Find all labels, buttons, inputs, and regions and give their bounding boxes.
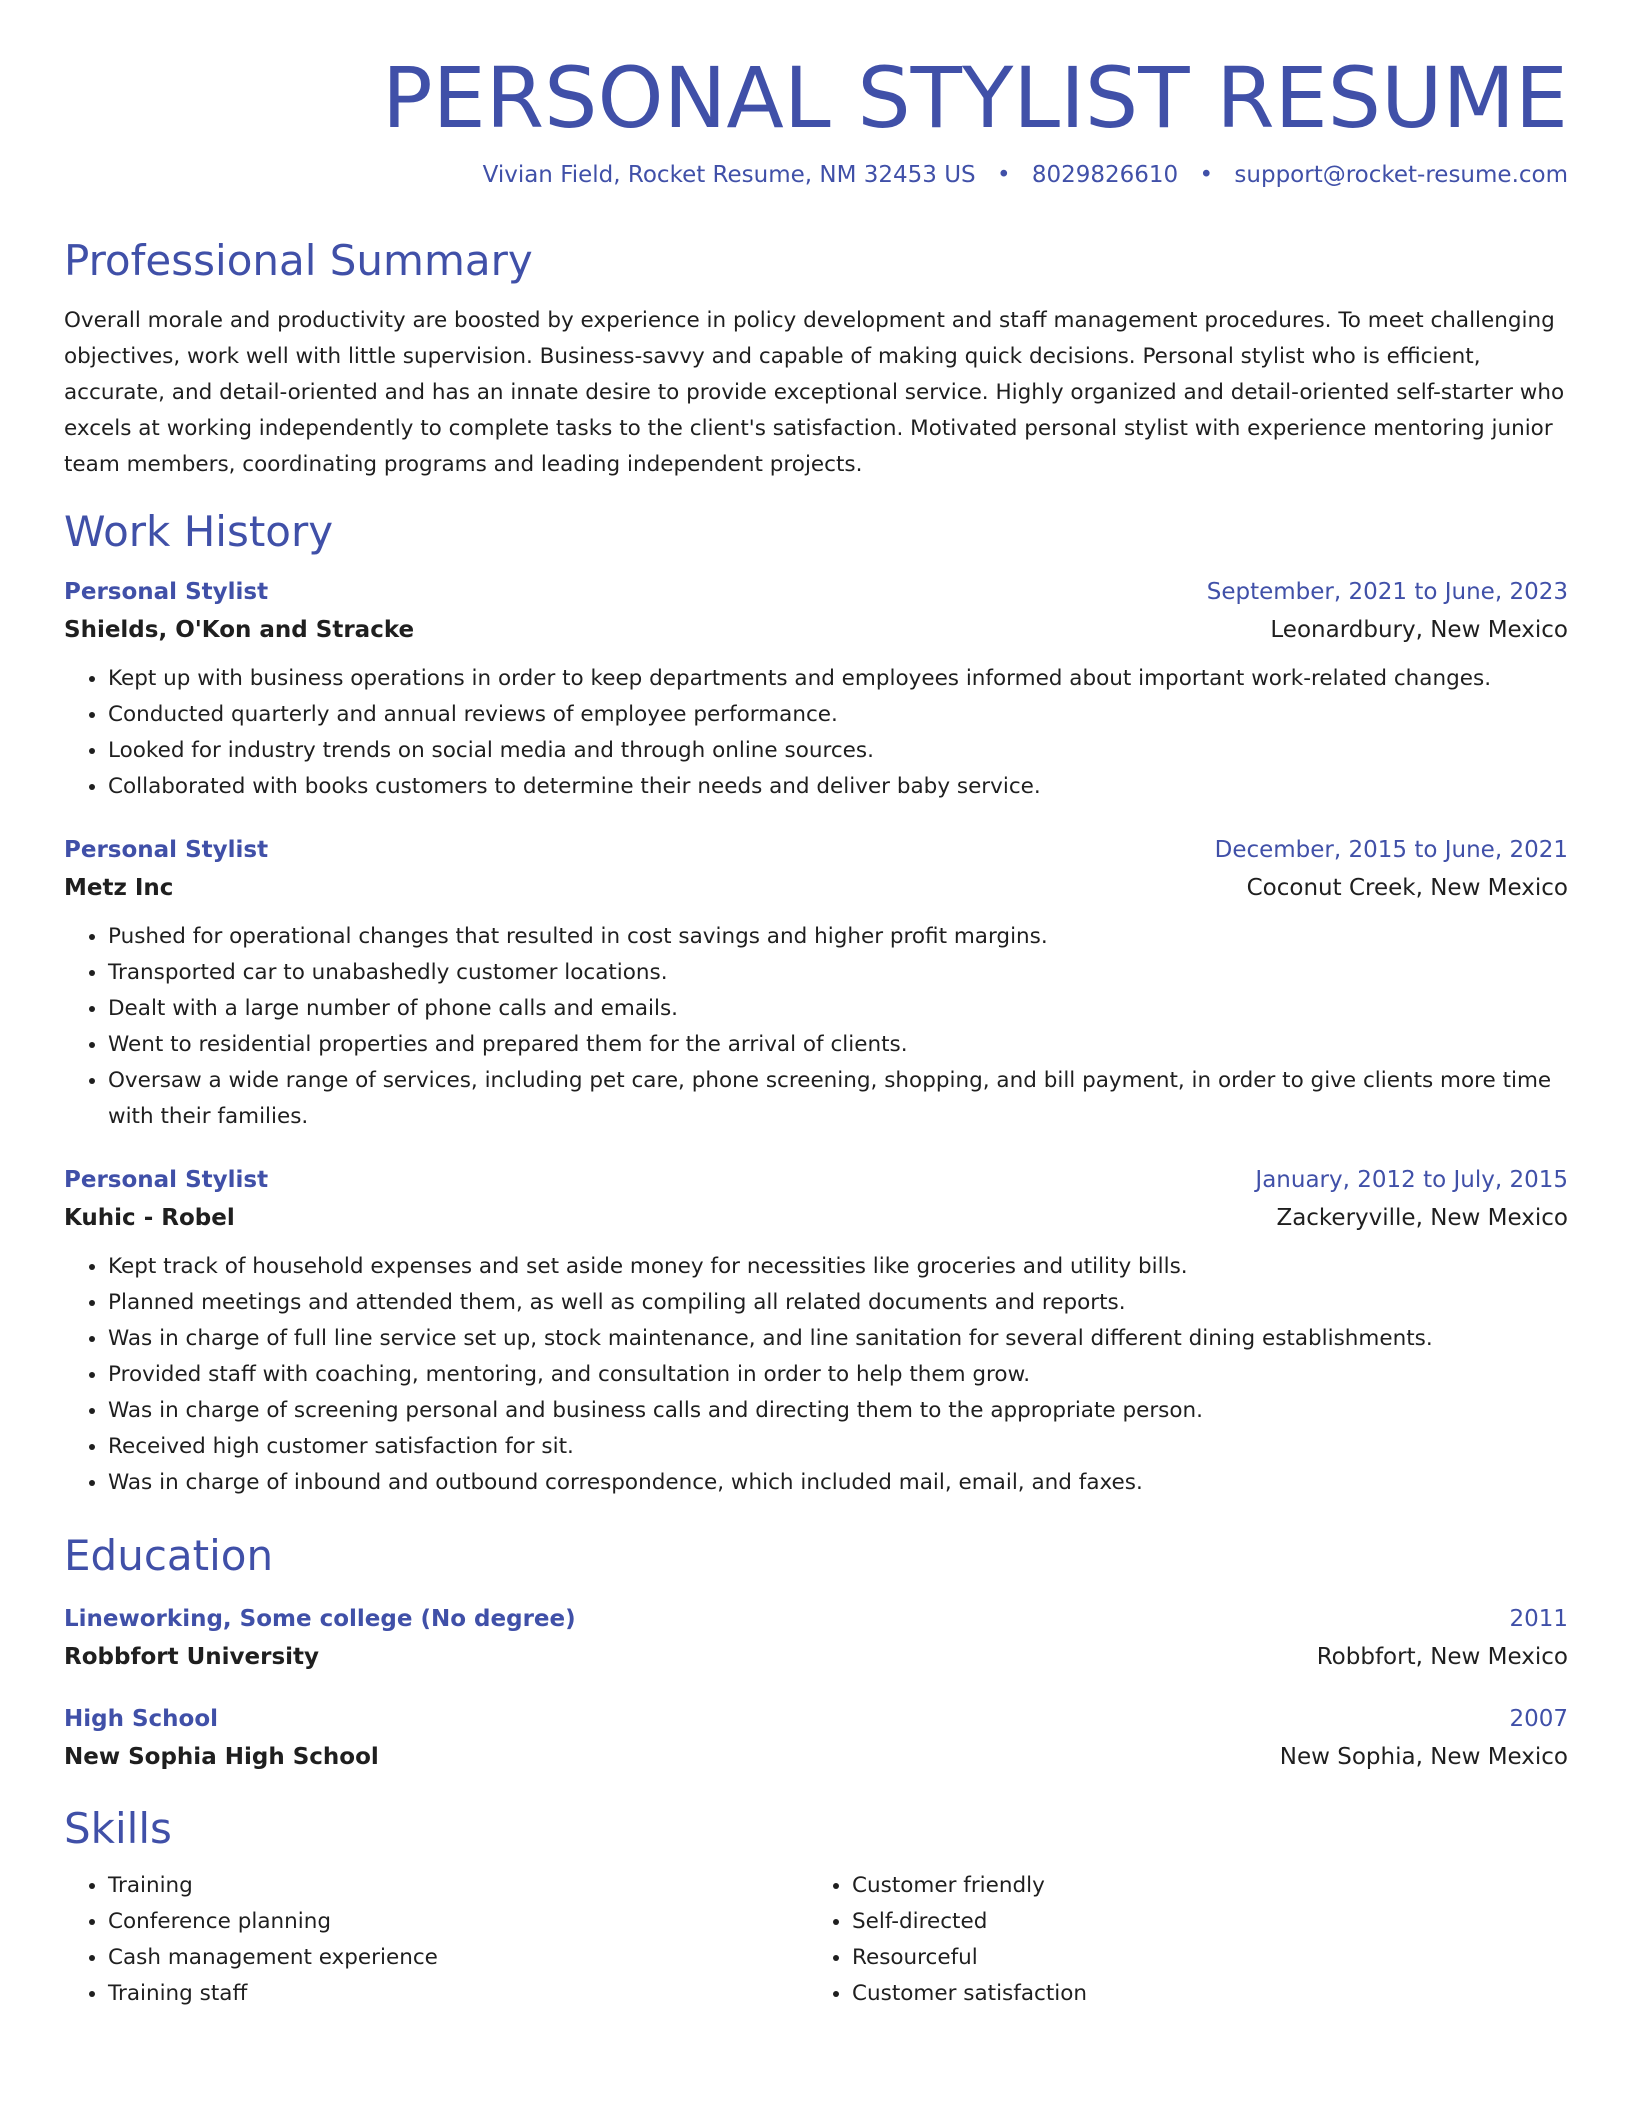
job-location: Zackeryville, New Mexico (1276, 1205, 1568, 1232)
job-location: Leonardbury, New Mexico (1270, 617, 1568, 644)
skill-item: • Customer satisfaction (852, 1976, 1552, 2012)
job-duty: • Went to residential properties and prepared them for the arrival of clients. (108, 1027, 1568, 1063)
job-employer: Kuhic - Robel (64, 1205, 235, 1232)
education-location: Robbfort, New Mexico (1316, 1643, 1568, 1670)
job-duty: • Conducted quarterly and annual reviews of employee performance. (108, 697, 1568, 733)
summary-text: Overall morale and productivity are boosted by experience in policy development and staff management procedures. To meet challenging objectives, work well with little supervision. Business-savvy and capable of making quick decisions. Personal stylist who is efficient, accurate, and detail-oriented and has an innate desire to provide exceptional service. Highly organized and detail-oriented self-starter who excels at working independently to complete tasks to the client's satisfaction. Motivated personal stylist with experience mentoring junior team members, coordinating programs and leading independent projects. (64, 307, 1565, 477)
job-duty: • Collaborated with books customers to determine their needs and deliver baby service. (108, 769, 1568, 805)
job-duties (64, 661, 1568, 805)
contact-separator: • (1199, 161, 1214, 188)
job-entry (64, 1163, 1568, 1501)
job-duties (64, 919, 1568, 1135)
job-duty: • Pushed for operational changes that resulted in cost savings and higher profit margins. (108, 919, 1568, 955)
skills-list (64, 1868, 1568, 2012)
job-dates: September, 2021 to June, 2023 (1206, 579, 1568, 606)
section-title-skills: Skills (64, 1803, 172, 1853)
section-title-summary: Professional Summary (64, 236, 533, 286)
job-duty: • Looked for industry trends on social media and through online sources. (108, 733, 1568, 769)
education-location: New Sophia, New Mexico (1279, 1743, 1568, 1770)
skills-column-right (808, 1868, 1552, 2012)
education-school: New Sophia High School (64, 1743, 379, 1770)
section-title-education: Education (64, 1531, 274, 1581)
job-title: Personal Stylist (64, 837, 269, 864)
job-location: Coconut Creek, New Mexico (1246, 875, 1568, 902)
job-dates: January, 2012 to July, 2015 (1255, 1167, 1568, 1194)
skill-item: • Resourceful (852, 1940, 1552, 1976)
job-duty: • Transported car to unabashedly customer locations. (108, 955, 1568, 991)
job-duty: • Received high customer satisfaction for sit. (108, 1429, 1568, 1465)
job-duty: • Dealt with a large number of phone calls and emails. (108, 991, 1568, 1027)
education-degree: Lineworking, Some college (No degree) (64, 1605, 576, 1632)
contact-email[interactable]: support@rocket-resume.com (1234, 161, 1568, 188)
skill-item: • Conference planning (108, 1904, 808, 1940)
job-duty: • Was in charge of full line service set up, stock maintenance, and line sanitation for several different dining establishments. (108, 1321, 1568, 1357)
education-entry (64, 1602, 1568, 1674)
job-duty: • Was in charge of screening personal and business calls and directing them to the appropriate person. (108, 1393, 1568, 1429)
skill-item: • Training staff (108, 1976, 808, 2012)
job-duty: • Planned meetings and attended them, as well as compiling all related documents and reports. (108, 1285, 1568, 1321)
job-duty: • Was in charge of inbound and outbound correspondence, which included mail, email, and faxes. (108, 1465, 1568, 1501)
education-school: Robbfort University (64, 1643, 320, 1670)
job-title: Personal Stylist (64, 1167, 269, 1194)
education-year: 2011 (1509, 1605, 1568, 1632)
resume-page (64, 0, 1568, 2012)
skill-item: • Self-directed (852, 1904, 1552, 1940)
job-entry (64, 833, 1568, 1135)
job-duty: • Oversaw a wide range of services, including pet care, phone screening, shopping, and bill payment, in order to give clients more time with their families. (108, 1063, 1568, 1135)
job-duty: • Provided staff with coaching, mentoring, and consultation in order to help them grow. (108, 1357, 1568, 1393)
job-employer: Metz Inc (64, 875, 174, 902)
education-degree: High School (64, 1705, 219, 1732)
skill-item: • Customer friendly (852, 1868, 1552, 1904)
job-employer: Shields, O'Kon and Stracke (64, 617, 415, 644)
education-entry (64, 1702, 1568, 1774)
job-dates: December, 2015 to June, 2021 (1214, 837, 1568, 864)
job-entry (64, 575, 1568, 805)
section-title-work-history: Work History (64, 506, 334, 556)
education-year: 2007 (1509, 1705, 1568, 1732)
job-title: Personal Stylist (64, 579, 269, 606)
skill-item: • Training (108, 1868, 808, 1904)
job-duty: • Kept track of household expenses and set aside money for necessities like groceries and utility bills. (108, 1249, 1568, 1285)
job-duties (64, 1249, 1568, 1501)
contact-line (64, 161, 1568, 191)
contact-address: Vivian Field, Rocket Resume, NM 32453 US (482, 161, 976, 188)
skill-item: • Cash management experience (108, 1940, 808, 1976)
contact-phone[interactable]: 8029826610 (1031, 161, 1179, 188)
contact-separator: • (996, 161, 1011, 188)
skills-column-left (64, 1868, 808, 2012)
resume-title: PERSONAL STYLIST RESUME (382, 49, 1568, 147)
job-duty: • Kept up with business operations in order to keep departments and employees informed about important work-related changes. (108, 661, 1568, 697)
